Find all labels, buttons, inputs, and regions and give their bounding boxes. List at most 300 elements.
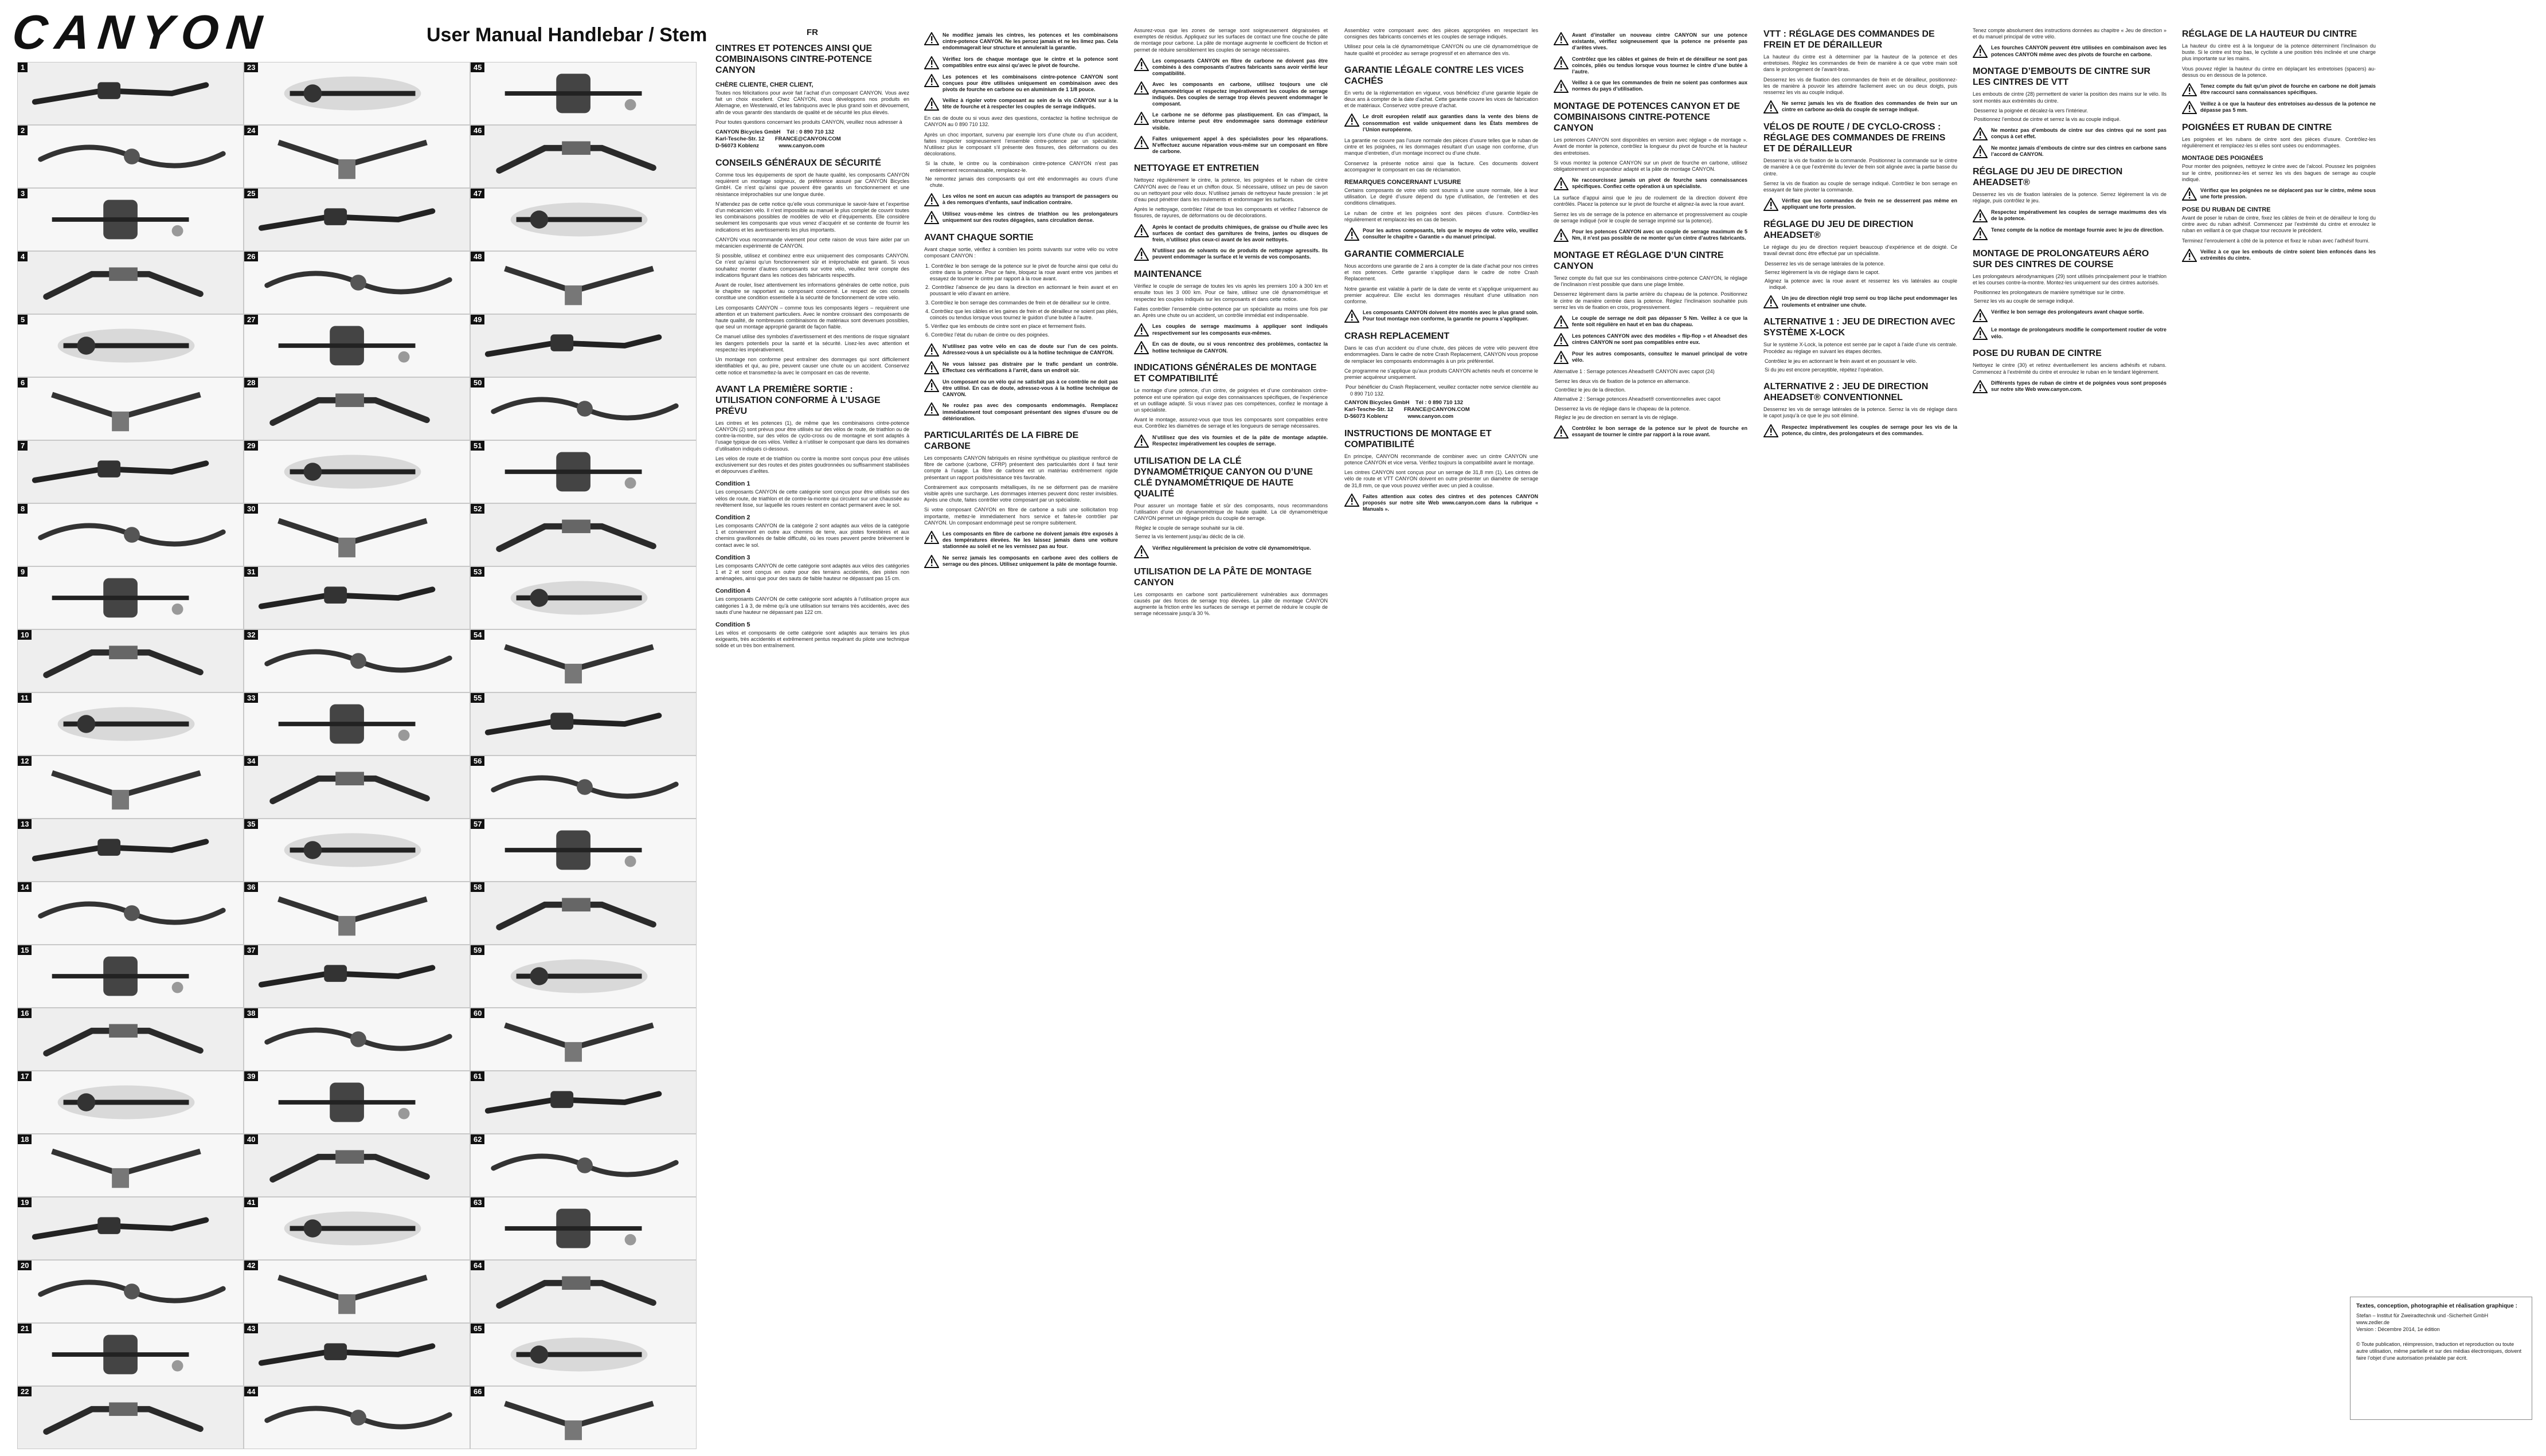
contact-block: CANYON Bicycles GmbH Tél : 0 890 710 132 Karl-Tesche-Str. 12 FRANCE@CANYON.COM D-56073 Koblenz www.canyon.com bbox=[1344, 399, 1470, 420]
illustration-panel bbox=[470, 125, 697, 188]
warning-text: Ne roulez pas avec des composants endommagés. Remplacez immédiatement tout composant présentant des signes d’usure ou de détérioration. bbox=[942, 402, 1118, 421]
illustration-panel bbox=[244, 629, 470, 692]
illustration-panel bbox=[470, 882, 697, 945]
warning-text: Vérifiez que les poignées ne se déplacent pas sur le cintre, même sous une forte pression. bbox=[2200, 187, 2376, 200]
panel-number: 9 bbox=[18, 567, 28, 577]
body-paragraph: Le ruban de cintre et les poignées sont des pièces d’usure. Contrôlez-les régulièrement et remplacez-les en cas de besoin. bbox=[1344, 210, 1538, 222]
warning-note bbox=[1344, 494, 1538, 513]
panel-number: 28 bbox=[244, 378, 258, 388]
panel-number: 49 bbox=[471, 315, 484, 324]
warning-note bbox=[2182, 249, 2376, 262]
handlebar-photo bbox=[471, 819, 696, 881]
illustration-panel bbox=[244, 882, 470, 945]
handlebar-photo bbox=[18, 1387, 243, 1449]
illustration-panel bbox=[244, 1386, 470, 1449]
warning-text: N’utilisez que des vis fournies et de la pâte de montage adaptée. Respectez impérativement les couples de serrage. bbox=[1152, 434, 1328, 447]
panel-number: 10 bbox=[18, 630, 32, 640]
panel-number: 11 bbox=[18, 693, 32, 703]
body-paragraph: Contrairement aux composants métalliques, ils ne se déforment pas de manière visible après une surcharge. Les dommages internes peuvent donc rester invisibles. Après une chute, faites contrôler votre composant par un spécialiste. bbox=[924, 484, 1118, 503]
warning-triangle-icon bbox=[1973, 309, 1988, 322]
page-header bbox=[0, 0, 707, 63]
panel-number: 42 bbox=[244, 1261, 258, 1270]
handlebar-photo bbox=[18, 756, 243, 818]
warning-triangle-icon bbox=[924, 531, 939, 544]
list-item: Positionnez les prolongateurs de manière symétrique sur le cintre. bbox=[1974, 289, 2125, 296]
text-column bbox=[1344, 28, 1538, 1443]
panel-number: 37 bbox=[244, 945, 258, 955]
panel-number: 41 bbox=[244, 1197, 258, 1207]
illustration-panel bbox=[244, 62, 470, 125]
illustration-panel bbox=[244, 1260, 470, 1323]
body-paragraph: Si vous montez la potence CANYON sur un pivot de fourche en carbone, utilisez obligatoirement un expandeur adapté et la pâte de montage CANYON. bbox=[1554, 159, 1747, 173]
credits-line: Stefan – Institut für Zweiradtechnik und -Sicherheit GmbH bbox=[2356, 1313, 2489, 1318]
panel-number: 13 bbox=[18, 819, 32, 829]
handlebar-photo bbox=[471, 62, 696, 124]
warning-note bbox=[1554, 80, 1747, 93]
warning-triangle-icon bbox=[1134, 545, 1149, 558]
warning-triangle-icon bbox=[1134, 248, 1149, 261]
handlebar-photo bbox=[18, 819, 243, 881]
panel-number: 6 bbox=[18, 378, 28, 388]
body-paragraph: Sur le système X-Lock, la potence est serrée par le capot à l’aide d’une vis centrale. Procédez au réglage en suivant les étapes décrites. bbox=[1763, 342, 1957, 354]
body-paragraph: Nettoyez régulièrement le cintre, la potence, les poignées et le ruban de cintre CANYON avec de l’eau et un chiffon doux. Si nécessaire, utilisez un peu de savon ou un nettoyant pour vélo doux. N’utilisez jamais de nettoyeur haute pression : le jet d’eau peut pénétrer dans les roulements et endommager les surfaces. bbox=[1134, 177, 1328, 203]
section-heading: POSE DU RUBAN DE CINTRE bbox=[1973, 349, 2102, 359]
illustration-panel bbox=[17, 125, 244, 188]
illustration-panel bbox=[470, 1008, 697, 1071]
warning-triangle-icon bbox=[1134, 136, 1149, 149]
warning-text: Utilisez vous-même les cintres de triathlon ou les prolongateurs uniquement sur des routes dégagées, sans circulation dense. bbox=[942, 211, 1118, 224]
illustration-panel bbox=[244, 1323, 470, 1386]
panel-number: 26 bbox=[244, 252, 258, 261]
illustration-panel bbox=[470, 819, 697, 882]
warning-note bbox=[1134, 545, 1328, 558]
illustration-panel bbox=[470, 1323, 697, 1386]
list-item: Réglez le jeu de direction en serrant la vis de réglage. bbox=[1555, 414, 1678, 421]
section-heading: GARANTIE COMMERCIALE bbox=[1344, 249, 1464, 260]
subheading: Condition 2 bbox=[715, 514, 750, 521]
warning-text: Vérifiez que les commandes de frein ne se desserrent pas même en appliquant une forte pression. bbox=[1782, 198, 1957, 210]
warning-note bbox=[1344, 228, 1538, 241]
text-column bbox=[715, 28, 909, 1443]
illustration-panel bbox=[17, 882, 244, 945]
handlebar-photo bbox=[244, 1387, 470, 1449]
warning-text: Ne raccourcissez jamais un pivot de fourche sans connaissances spécifiques. Confiez cette opération à un spécialiste. bbox=[1572, 177, 1747, 190]
section-heading: PARTICULARITÉS DE LA FIBRE DE CARBONE bbox=[924, 430, 1079, 451]
panel-number: 40 bbox=[244, 1134, 258, 1144]
warning-text: Le couple de serrage ne doit pas dépasser 5 Nm. Veillez à ce que la fente soit régulière en haut et en bas du chapeau. bbox=[1572, 315, 1747, 328]
warning-triangle-icon bbox=[1554, 80, 1569, 93]
illustration-panel bbox=[470, 692, 697, 756]
language-label: FR bbox=[807, 28, 818, 37]
warning-triangle-icon bbox=[1554, 315, 1569, 328]
body-paragraph: Les composants CANYON de cette catégorie sont adaptés à l’utilisation propre aux catégories 1 à 3, de même qu’à une utilisation sur terrains très accidentés, avec des sauts d’une hauteur ne dépassant pas 122 cm. bbox=[715, 596, 909, 615]
warning-text: Pour les potences CANYON avec un couple de serrage maximum de 5 Nm, il n’est pas possible de ne monter qu’un cintre d’autres fabricants. bbox=[1572, 229, 1747, 241]
section-heading: RÉGLAGE DU JEU DE DIRECTION AHEADSET® bbox=[1973, 167, 2123, 188]
handlebar-photo bbox=[244, 630, 470, 692]
body-paragraph: Les cintres CANYON sont conçus pour un serrage de 31,8 mm (1). Les cintres de vélo de route et VTT CANYON doivent en outre présenter un diamètre de serrage de 31,8 mm, ce que vous pouvez vérifier avec un pied à coulisse. bbox=[1344, 469, 1538, 488]
illustration-panel bbox=[470, 1386, 697, 1449]
warning-note bbox=[1134, 224, 1328, 244]
warning-note bbox=[1973, 380, 2166, 393]
section-heading: RÉGLAGE DU JEU DE DIRECTION AHEADSET® bbox=[1763, 220, 1914, 241]
section-heading: GARANTIE LÉGALE CONTRE LES VICES CACHÉS bbox=[1344, 65, 1524, 86]
warning-note bbox=[924, 402, 1118, 422]
warning-triangle-icon bbox=[1344, 113, 1359, 127]
subheading: Condition 4 bbox=[715, 588, 750, 595]
section-heading: AVANT LA PREMIÈRE SORTIE : UTILISATION CONFORME À L’USAGE PRÉVU bbox=[715, 384, 881, 416]
warning-triangle-icon bbox=[1973, 227, 1988, 240]
handlebar-photo bbox=[244, 315, 470, 377]
list-item: Desserrez la poignée et décalez-la vers l’intérieur. bbox=[1974, 107, 2089, 113]
warning-text: N’utilisez pas de solvants ou de produits de nettoyage agressifs. Ils peuvent endommager la surface et le vernis de vos composants. bbox=[1152, 248, 1328, 260]
panel-number: 38 bbox=[244, 1008, 258, 1018]
warning-text: Avec les composants en carbone, utilisez toujours une clé dynamométrique et respectez impérativement les couples de serrage indiqués. Des couples de serrage trop élevés peuvent endommager le composant. bbox=[1152, 81, 1328, 107]
list-item: Pour bénéficier du Crash Replacement, veuillez contacter notre service clientèle au 0 890 710 132. bbox=[1346, 384, 1538, 397]
warning-triangle-icon bbox=[924, 74, 939, 87]
illustration-panel bbox=[17, 440, 244, 503]
body-paragraph: Le réglage du jeu de direction requiert beaucoup d’expérience et de doigté. Ce travail devrait donc être effectué par un spécialiste. bbox=[1763, 244, 1957, 257]
handlebar-photo bbox=[244, 819, 470, 881]
warning-text: Veillez à rigoler votre composant au sein de la vis CANYON sur à la tête de fourche et à respecter les couples de serrage indiqués. bbox=[942, 97, 1118, 110]
body-paragraph: Conservez la présente notice ainsi que la facture. Ces documents doivent accompagner le composant en cas de réclamation. bbox=[1344, 160, 1538, 173]
warning-note bbox=[1763, 424, 1957, 437]
handlebar-photo bbox=[471, 378, 696, 440]
body-paragraph: La garantie ne couvre pas l’usure normale des pièces d’usure telles que le ruban de cintre et les poignées, ni les dommages résultant d’un usage non conforme, d’un manque d’entretien, d’un montage incorrect ou d’une chute. bbox=[1344, 138, 1538, 156]
handlebar-photo bbox=[18, 504, 243, 566]
illustration-panel bbox=[244, 566, 470, 629]
illustration-grid bbox=[17, 62, 697, 1449]
panel-number: 57 bbox=[471, 819, 484, 829]
section-heading: VTT : RÉGLAGE DES COMMANDES DE FREIN ET DE DÉRAILLEUR bbox=[1763, 29, 1935, 50]
section-heading: INDICATIONS GÉNÉRALES DE MONTAGE ET COMPATIBILITÉ bbox=[1134, 363, 1317, 384]
warning-note bbox=[1973, 145, 2166, 158]
handlebar-photo bbox=[471, 945, 696, 1007]
body-paragraph: Nettoyez le cintre (30) et retirez éventuellement les anciens adhésifs et rubans. Commencez à l’extrémité du cintre et enroulez le ruban en le tendant légèrement. bbox=[1973, 362, 2166, 375]
body-paragraph: Desserrez les vis de fixation latérales de la potence. Serrez légèrement la vis de réglage, puis contrôlez le jeu. bbox=[1973, 191, 2166, 204]
panel-number: 16 bbox=[18, 1008, 32, 1018]
body-paragraph: Après le nettoyage, contrôlez l’état de tous les composants et vérifiez l’absence de fissures, de rayures, de déformations ou de décolorations. bbox=[1134, 206, 1328, 219]
warning-triangle-icon bbox=[1973, 145, 1988, 158]
handlebar-photo bbox=[244, 945, 470, 1007]
warning-note bbox=[2182, 101, 2376, 114]
panel-number: 25 bbox=[244, 189, 258, 198]
copyright-notice: © Toute publication, réimpression, traduction et reproduction ou toute autre utilisation, même partielle et sur des médias électroniques, doivent faire l’objet d’une autorisation préalable par écrit. bbox=[2356, 1341, 2522, 1361]
section-heading: ALTERNATIVE 1 : JEU DE DIRECTION AVEC SYSTÈME X-LOCK bbox=[1763, 317, 1956, 338]
panel-number: 15 bbox=[18, 945, 32, 955]
panel-number: 51 bbox=[471, 441, 484, 451]
subheading: POSE DU RUBAN DE CINTRE bbox=[2182, 206, 2271, 214]
body-paragraph: Alternative 2 : Serrage potences Aheadset® conventionnelles avec capot bbox=[1554, 396, 1720, 402]
illustration-panel bbox=[17, 1197, 244, 1260]
illustration-panel bbox=[470, 945, 697, 1008]
handlebar-photo bbox=[471, 1387, 696, 1449]
body-paragraph: En cas de doute ou si vous avez des questions, contactez la hotline technique de CANYON au 0 890 710 132. bbox=[924, 115, 1118, 128]
warning-text: Veillez à ce que les embouts de cintre soient bien enfoncés dans les extrémités du cintre. bbox=[2200, 248, 2376, 261]
handlebar-photo bbox=[18, 1197, 243, 1259]
list-item: Contrôlez le jeu de la direction. bbox=[1555, 387, 1626, 393]
panel-number: 60 bbox=[471, 1008, 484, 1018]
section-heading: POIGNÉES ET RUBAN DE CINTRE bbox=[2182, 123, 2332, 133]
handlebar-photo bbox=[18, 567, 243, 629]
warning-triangle-icon bbox=[1344, 310, 1359, 323]
illustration-panel bbox=[244, 945, 470, 1008]
warning-text: Un jeu de direction réglé trop serré ou trop lâche peut endommager les roulements et entraîner une chute. bbox=[1782, 295, 1957, 308]
illustration-panel bbox=[470, 251, 697, 314]
handlebar-photo bbox=[471, 567, 696, 629]
warning-text: N’utilisez pas votre vélo en cas de doute sur l’un de ces points. Adressez-vous à un spécialiste ou à la hotline technique de CANYON. bbox=[942, 343, 1118, 355]
warning-text: Ne modifiez jamais les cintres, les potences et les combinaisons cintre-potence CANYON. Ne les percez jamais et ne les limez pas. Cela endommagerait leur structure et annulerait la garantie. bbox=[942, 32, 1118, 51]
warning-text: Faites uniquement appel à des spécialistes pour les réparations. N’effectuez aucune réparation vous-même sur un composant en fibre de carbone. bbox=[1152, 135, 1328, 155]
text-column bbox=[1763, 28, 1957, 1443]
body-paragraph: Tenez compte absolument des instructions données au chapitre « Jeu de direction » et du manuel principal de votre vélo. bbox=[1973, 28, 2166, 40]
document-title: User Manual Handlebar / Stem bbox=[427, 24, 707, 46]
list-item: Serrez la vis lentement jusqu’au déclic de la clé. bbox=[1135, 534, 1245, 540]
illustration-panel bbox=[470, 440, 697, 503]
warning-note bbox=[1763, 295, 1957, 308]
subheading: REMARQUES CONCERNANT L’USURE bbox=[1344, 179, 1461, 186]
list-item: Ne remontez jamais des composants qui ont été endommagés au cours d’une chute. bbox=[925, 175, 1118, 189]
handlebar-photo bbox=[244, 882, 470, 944]
warning-note bbox=[1554, 56, 1747, 76]
illustration-panel bbox=[17, 1134, 244, 1197]
handlebar-photo bbox=[471, 1071, 696, 1133]
warning-triangle-icon bbox=[924, 97, 939, 111]
section-heading: UTILISATION DE LA PÂTE DE MONTAGE CANYON bbox=[1134, 566, 1312, 588]
warning-note bbox=[1554, 351, 1747, 364]
body-paragraph: La hauteur du cintre est à déterminer par la hauteur de la potence et des entretoises. Réglez les commandes de frein de manière à ce que votre main soit dans le prolongement de l’avant-bras. bbox=[1763, 54, 1957, 73]
warning-note bbox=[1763, 198, 1957, 211]
body-paragraph: Nous accordons une garantie de 2 ans à compter de la date d’achat pour nos cintres et nos potences. Cette garantie s’applique dans le cadre de notre Crash Replacement. bbox=[1344, 263, 1538, 282]
warning-note bbox=[1344, 113, 1538, 133]
illustration-panel bbox=[244, 819, 470, 882]
handlebar-photo bbox=[471, 693, 696, 755]
panel-number: 62 bbox=[471, 1134, 484, 1144]
warning-note bbox=[924, 32, 1118, 52]
warning-note bbox=[924, 193, 1118, 206]
warning-text: Contrôlez le bon serrage de la potence sur le pivot de fourche en essayant de tourner le cintre par rapport à la roue avant. bbox=[1572, 425, 1747, 438]
body-paragraph: Vous pouvez régler la hauteur du cintre en déplaçant les entretoises (spacers) au-dessus ou en dessous de la potence. bbox=[2182, 65, 2376, 78]
warning-triangle-icon bbox=[1763, 424, 1778, 437]
warning-text: Pour les autres composants, tels que le moyeu de votre vélo, veuillez consulter le chapitre « Garantie » du manuel principal. bbox=[1363, 228, 1538, 240]
text-column bbox=[1973, 28, 2166, 1443]
credits-title: Textes, conception, photographie et réalisation graphique : bbox=[2356, 1303, 2517, 1309]
warning-text: Tenez compte de la notice de montage fournie avec le jeu de direction. bbox=[1991, 226, 2164, 233]
panel-number: 66 bbox=[471, 1387, 484, 1396]
warning-triangle-icon bbox=[924, 343, 939, 357]
panel-number: 59 bbox=[471, 945, 484, 955]
warning-triangle-icon bbox=[1763, 100, 1778, 113]
body-paragraph: Avant le montage, assurez-vous que tous les composants sont compatibles entre eux. Contrôlez les diamètres de serrage et les longueurs de serrage nécessaires. bbox=[1134, 417, 1328, 429]
illustration-panel bbox=[244, 125, 470, 188]
list-item: Desserrez les vis de serrage latérales de la potence. bbox=[1765, 260, 1885, 267]
warning-triangle-icon bbox=[1344, 228, 1359, 241]
warning-triangle-icon bbox=[1134, 58, 1149, 71]
section-heading: MONTAGE DE POTENCES CANYON ET DE COMBINAISONS CINTRE-POTENCE CANYON bbox=[1554, 101, 1741, 134]
subheading: Condition 1 bbox=[715, 480, 750, 488]
handlebar-photo bbox=[18, 1324, 243, 1385]
text-column bbox=[1134, 28, 1328, 1443]
warning-triangle-icon bbox=[1554, 425, 1569, 439]
body-paragraph: Pour monter des poignées, nettoyez le cintre avec de l’alcool. Poussez les poignées sur le cintre, positionnez-les et serrez les vis des bagues de serrage au couple indiqué. bbox=[2182, 163, 2376, 182]
credits-line: www.zedler.de bbox=[2356, 1320, 2390, 1325]
warning-triangle-icon bbox=[1554, 333, 1569, 346]
warning-note bbox=[1973, 127, 2166, 140]
panel-number: 64 bbox=[471, 1261, 484, 1270]
warning-text: Veillez à ce que la hauteur des entretoises au-dessus de la potence ne dépasse pas 5 mm. bbox=[2200, 101, 2376, 113]
illustration-panel bbox=[470, 756, 697, 819]
panel-number: 65 bbox=[471, 1324, 484, 1333]
section-heading: MONTAGE D’EMBOUTS DE CINTRE SUR LES CINTRES DE VTT bbox=[1973, 66, 2150, 88]
body-paragraph: Les composants CANYON – comme tous les composants légers – requièrent une attention et un traitement particuliers. Avec le nombre croissant des composants de haute qualité, de nombreuses combinaisons de matériaux sont devenues possibles, que seul un montage approprié garantit de façon fiable. bbox=[715, 304, 909, 330]
handlebar-photo bbox=[18, 630, 243, 692]
warning-text: Respectez impérativement les couples de serrage maximums des vis de la potence. bbox=[1991, 209, 2166, 221]
body-paragraph: Toutes nos félicitations pour avoir fait l’achat d’un composant CANYON. Vous avez fait un choix excellent. Chez CANYON, nous développons nos produits en Allemagne, en Westerwald, et les fabriquons avec le plus grand soin et dévouement, afin de vous garantir des standards de qualité et de sécurité les plus élevés. bbox=[715, 90, 909, 115]
list-item: Contrôlez le jeu en actionnant le frein avant et en poussant le vélo. bbox=[1765, 358, 1917, 364]
warning-triangle-icon bbox=[2182, 187, 2197, 201]
handlebar-photo bbox=[471, 756, 696, 818]
body-paragraph: Desserrez les vis de serrage latérales de la potence. Serrez la vis de réglage dans le capot jusqu’à ce que le jeu soit éliminé. bbox=[1763, 406, 1957, 419]
warning-text: Pour les autres composants, consultez le manuel principal de votre vélo. bbox=[1572, 351, 1747, 363]
handlebar-photo bbox=[18, 1008, 243, 1070]
handlebar-photo bbox=[18, 1071, 243, 1133]
warning-note bbox=[924, 343, 1118, 357]
illustration-panel bbox=[17, 1071, 244, 1134]
warning-text: Les potences et les combinaisons cintre-potence CANYON sont conçues pour être utilisées uniquement en combinaison avec des pivots de fourche en carbone ou en aluminium de 1 1/8 pouce. bbox=[942, 73, 1118, 93]
warning-triangle-icon bbox=[1973, 209, 1988, 222]
section-heading: MONTAGE DE PROLONGATEURS AÉRO SUR DES CINTRES DE COURSE bbox=[1973, 248, 2149, 269]
illustration-panel bbox=[470, 1071, 697, 1134]
subheading: CHÈRE CLIENTE, CHER CLIENT, bbox=[715, 81, 814, 88]
illustration-panel bbox=[244, 314, 470, 377]
warning-triangle-icon bbox=[1134, 224, 1149, 237]
warning-note bbox=[1973, 209, 2166, 222]
body-paragraph: Les composants CANYON de la catégorie 2 sont adaptés aux vélos de la catégorie 1 et conviennent en outre aux chemins de terre, aux pistes forestières et aux chemins gravillonnés de faible difficulté, où les roues peuvent perdre brièvement le contact avec le sol. bbox=[715, 522, 909, 548]
panel-number: 23 bbox=[244, 62, 258, 72]
illustration-panel bbox=[244, 1008, 470, 1071]
handlebar-photo bbox=[471, 252, 696, 314]
text-column bbox=[924, 28, 1118, 1443]
panel-number: 44 bbox=[244, 1387, 258, 1396]
panel-number: 54 bbox=[471, 630, 484, 640]
list-item: Serrez légèrement la vis de réglage dans le capot. bbox=[1765, 269, 1880, 275]
body-paragraph: Avant de rouler, lisez attentivement les informations générales de cette notice, puis le chapitre se rapportant au composant concerné. Le respect de ces conseils constitue une condition essentielle à la sécurité de fonctionnement de votre vélo. bbox=[715, 282, 909, 301]
warning-note bbox=[1134, 58, 1328, 77]
panel-number: 53 bbox=[471, 567, 484, 577]
body-paragraph: Les embouts de cintre (28) permettent de varier la position des mains sur le vélo. Ils sont montés aux extrémités du cintre. bbox=[1973, 91, 2166, 104]
section-heading: CRASH REPLACEMENT bbox=[1344, 331, 1450, 342]
handlebar-photo bbox=[471, 504, 696, 566]
section-heading: CINTRES ET POTENCES AINSI QUE COMBINAISONS CINTRE-POTENCE CANYON bbox=[715, 44, 873, 75]
body-paragraph: Vérifiez le couple de serrage de toutes les vis après les premiers 100 à 300 km et ensuite tous les 3 000 km. Pour ce faire, utilisez une clé dynamométrique et respectez les couples indiqués sur les composants et dans cette notice. bbox=[1134, 283, 1328, 302]
body-paragraph: Après un choc important, survenu par exemple lors d’une chute ou d’un accident, faites inspecter soigneusement l’ensemble cintre-potence par un spécialiste. N’utilisez plus le composant s’il présente des fissures, des déformations ou des décolorations. bbox=[924, 131, 1118, 157]
warning-text: Les composants en fibre de carbone ne doivent jamais être exposés à des températures élevées. Ne les laissez jamais dans une voiture stationnée au soleil et ne les vernissez pas au four. bbox=[942, 530, 1118, 550]
warning-triangle-icon bbox=[1134, 341, 1149, 354]
body-paragraph: Certains composants de votre vélo sont soumis à une usure normale, liée à leur utilisation. Le degré d’usure dépend du type d’utilisation, de l’entretien et des conditions climatiques. bbox=[1344, 187, 1538, 206]
text-column bbox=[2182, 28, 2376, 1443]
body-paragraph: Dans le cas d’un accident ou d’une chute, des pièces de votre vélo peuvent être endommagées. Dans le cadre de notre Crash Replacement, CANYON vous propose de remplacer les composants endommagés à un prix préférentiel. bbox=[1344, 345, 1538, 364]
warning-triangle-icon bbox=[1554, 32, 1569, 45]
section-heading: CONSEILS GÉNÉRAUX DE SÉCURITÉ bbox=[715, 158, 881, 169]
handlebar-photo bbox=[471, 1197, 696, 1259]
warning-text: Le carbone ne se déforme pas plastiquement. En cas d’impact, la structure interne peut être endommagée sans dommage extérieur visible. bbox=[1152, 112, 1328, 131]
body-paragraph: Utilisez pour cela la clé dynamométrique CANYON ou une clé dynamométrique de haute qualité et procédez au serrage progressif et en alternance des vis. bbox=[1344, 44, 1538, 56]
panel-number: 8 bbox=[18, 504, 28, 514]
section-heading: NETTOYAGE ET ENTRETIEN bbox=[1134, 163, 1259, 174]
handlebar-photo bbox=[18, 1261, 243, 1322]
panel-number: 58 bbox=[471, 882, 484, 892]
warning-text: Contrôlez que les câbles et gaines de frein et de dérailleur ne sont pas coincés, pliés ou tendus lorsque vous tournez le cintre d’une butée à l’autre. bbox=[1572, 56, 1747, 75]
warning-triangle-icon bbox=[924, 193, 939, 206]
panel-number: 21 bbox=[18, 1324, 32, 1333]
illustration-panel bbox=[17, 1008, 244, 1071]
panel-number: 18 bbox=[18, 1134, 32, 1144]
body-paragraph: Un montage non conforme peut entraîner des dommages qui sont difficilement identifiables et qui, au pire, peuvent causer une chute ou un accident. Conservez cette notice et transmettez-la avec le composant en cas de revente. bbox=[715, 357, 909, 375]
warning-text: Veillez à ce que les commandes de frein ne soient pas conformes aux normes du pays d’utilisation. bbox=[1572, 80, 1747, 92]
body-paragraph: Les composants CANYON de cette catégorie sont adaptés aux vélos des catégories 1 et 2 et sont conçus en outre pour des terrains accidentés, des pistes non aménagées, ainsi que pour des sauts de faible hauteur ne dépassant pas 15 cm. bbox=[715, 562, 909, 582]
warning-text: Les composants CANYON en fibre de carbone ne doivent pas être combinés à des composants d’autres fabricants sans avoir vérifié leur compatibilité. bbox=[1152, 57, 1328, 77]
body-paragraph: Serrez la vis de fixation au couple de serrage indiqué. Contrôlez le bon serrage en essayant de faire pivoter la commande. bbox=[1763, 180, 1957, 193]
handlebar-photo bbox=[244, 756, 470, 818]
section-heading: RÉGLAGE DE LA HAUTEUR DU CINTRE bbox=[2182, 29, 2357, 39]
contact-block: CANYON Bicycles GmbH Tél : 0 890 710 132 Karl-Tesche-Str. 12 FRANCE@CANYON.COM D-56073 Koblenz www.canyon.com bbox=[715, 129, 841, 150]
warning-note bbox=[1554, 32, 1747, 52]
illustration-panel bbox=[244, 503, 470, 566]
subheading: MONTAGE DES POIGNÉES bbox=[2182, 155, 2263, 162]
illustration-panel bbox=[17, 188, 244, 251]
handlebar-photo bbox=[18, 126, 243, 187]
section-heading: INSTRUCTIONS DE MONTAGE ET COMPATIBILITÉ bbox=[1344, 428, 1492, 449]
warning-note bbox=[1554, 333, 1747, 346]
section-heading: VÉLOS DE ROUTE / DE CYCLO-CROSS : RÉGLAGE DES COMMANDES DE FREINS ET DE DÉRAILLEUR bbox=[1763, 122, 1946, 154]
warning-triangle-icon bbox=[1973, 380, 1988, 393]
panel-number: 47 bbox=[471, 189, 484, 198]
illustration-panel bbox=[17, 629, 244, 692]
handlebar-photo bbox=[244, 1008, 470, 1070]
panel-number: 34 bbox=[244, 756, 258, 766]
body-paragraph: Serrez les vis de serrage de la potence en alternance et progressivement au couple de serrage indiqué (voir le couple de serrage imprimé sur la potence). bbox=[1554, 211, 1747, 224]
warning-note bbox=[1554, 177, 1747, 190]
warning-note bbox=[2182, 83, 2376, 96]
illustration-panel bbox=[470, 1260, 697, 1323]
warning-note bbox=[1973, 227, 2166, 240]
illustration-panel bbox=[17, 819, 244, 882]
warning-note bbox=[924, 379, 1118, 398]
illustration-panel bbox=[17, 692, 244, 756]
warning-triangle-icon bbox=[2182, 249, 2197, 262]
body-paragraph: Terminez l’enroulement à côté de la potence et fixez le ruban avec l’adhésif fourni. bbox=[2182, 237, 2370, 244]
illustration-panel bbox=[470, 566, 697, 629]
handlebar-photo bbox=[244, 441, 470, 503]
body-paragraph: Pour toutes questions concernant les produits CANYON, veuillez nous adresser à bbox=[715, 119, 902, 125]
panel-number: 24 bbox=[244, 126, 258, 135]
warning-note bbox=[924, 555, 1118, 568]
panel-number: 12 bbox=[18, 756, 32, 766]
handlebar-photo bbox=[18, 252, 243, 314]
warning-note bbox=[1973, 327, 2166, 340]
body-paragraph: Si votre composant CANYON en fibre de carbone a subi une sollicitation trop importante, mettez-le immédiatement hors service et faites-le contrôler par CANYON. Un composant endommagé peut se rompre subitement. bbox=[924, 507, 1118, 526]
list-item: Réglez le couple de serrage souhaité sur la clé. bbox=[1135, 525, 1244, 531]
body-paragraph: Assemblez votre composant avec des pièces appropriées en respectant les consignes des fabricants concernés et les couples de serrage indiqués. bbox=[1344, 28, 1538, 40]
list-item: Serrez les vis au couple de serrage indiqué. bbox=[1974, 298, 2075, 304]
illustration-panel bbox=[244, 1134, 470, 1197]
illustration-panel bbox=[470, 62, 697, 125]
warning-text: Différents types de ruban de cintre et de poignées vous sont proposés sur notre site Web www.canyon.com. bbox=[1991, 379, 2166, 393]
panel-number: 30 bbox=[244, 504, 258, 514]
warning-text: Après le contact de produits chimiques, de graisse ou d’huile avec les surfaces de contact des garnitures de freins, jantes ou disques de frein, n’utilisez plus ceux-ci avant de les avoir nettoyés. bbox=[1152, 224, 1328, 243]
body-paragraph: Les vélos de route et de triathlon ou contre la montre sont conçus pour être utilisés exclusivement sur des routes et des pistes goudronnées ou suffisamment stabilisées et dépourvues d’arêtes. bbox=[715, 455, 909, 475]
credits-box bbox=[2350, 1297, 2532, 1420]
warning-note bbox=[1973, 45, 2166, 58]
